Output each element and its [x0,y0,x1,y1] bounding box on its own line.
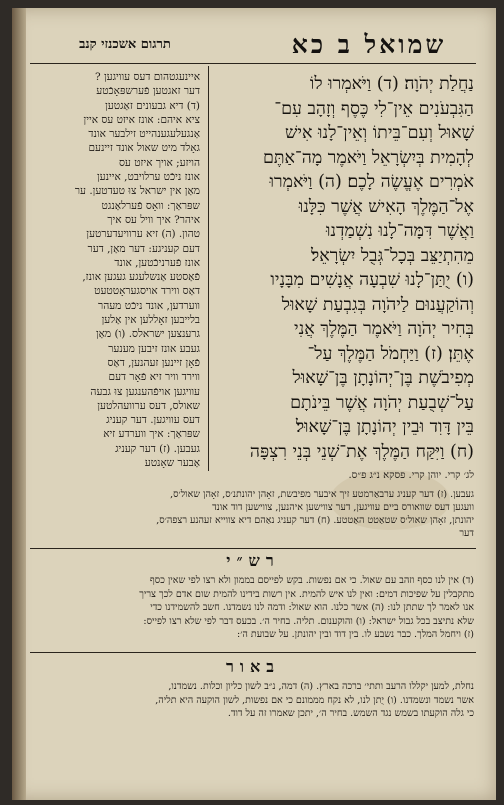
biur-line: אשר נשמד ונשמדנו. (ו) יֻתן לנו, לא נקח מממונם כי אם נפשות, לשון הוקעה היא תליה, [155,694,474,706]
rashi-line: (ד) אין לנו כסף וזהב עם שאול. כי אם נפשות. בקש לפייסם בממון ולא רצו לפי שאין כסף [149,575,474,586]
main-line: בֵּין דָּוִד וּבֵין יְהוֹנָתָן בֶּן־שָׁאוּל׃ [295,417,474,437]
translation-line: איהר? איך וויל עס איך [107,213,200,226]
main-line: הַגִּבְעֹנִים אֵין־לִי כֶּסֶף וְזָהָב עִם־ [274,98,474,119]
main-text-block [212,72,474,464]
main-line: מֵהִתְיַצֵּב בְּכָל־גְּבֻל יִשְׂרָאֵל׃ [311,245,474,266]
translation-line: הויזע; אויך איזט עס [118,156,200,169]
biur-line: כי גלה הוקעתו בשמש נגד השמש. בחיר ה׳, יתכן שאמרו זה על דוד. [227,708,474,719]
main-line: אֶתֵּן׃ (ז) וַיַּחְמֹל הַמֶּלֶךְ עַל־ [307,343,474,364]
rashi-rule [30,548,476,549]
translation-line: שאולס, דעס ערוועהלטען [97,399,200,412]
translation-footnote-line: דער [459,528,474,539]
main-line: (ו) יֻתַּן־לָנוּ שִׁבְעָה אֲנָשִׁים מִבָּנָיו [270,270,474,290]
translation-line: דעם קעניגע: דער מאַן, דער [87,242,200,255]
biur-line: נחלת, למען יקללו הרעב ותתי׳ ברכה בארץ. (ה) דמה, נ״ב לשון כליון וכלות. נשמדנו, [168,681,474,692]
translation-line: (ד) דיא גבעונים זאַגטען [105,99,200,112]
main-footnote: לג׳ קרי. יוהן קרי. פסקא נ״ג פ״ס. [348,470,474,481]
rashi-title: רש״י [226,551,280,570]
translation-line: דאַס ווירד אויסגעראָטטעט [94,285,200,298]
rashi-line: אנו לאמר לך שתתן לנו: (ה) אשר כלנו. הוא שאול: ודמה לנו נשמדנו. חשב להשמידנו כדי [150,602,474,613]
biur-rule [30,652,476,653]
main-line: אֹמְרִים אֶעֱשֶׂה לָכֶם׃ (ה) וַיֹּאמְרוּ [269,172,474,192]
translation-line: טהון. (ה) זיא ערוויעדערטען [86,228,200,241]
translation-line: ווערדען, אונד ניכֿט מעהר [98,299,200,312]
translation-line: געבע אונז זיבען מענער [108,342,200,355]
translation-footnote-line: געבען. (ז) דער קעניג ערבאַרמטע זיך איבער מפיבשת, זאָהן יהונתנ׳ס, זאָהן שאול׳ס, [170,489,474,500]
main-line: נַחֲלַת יְהֹוָה׃ (ד) וַיֹּאמְרוּ לוֹ [309,74,474,94]
main-line: אֶל־הַמֶּלֶךְ הָאִישׁ אֲשֶׁר כִּלָּנוּ [298,196,474,217]
rashi-body [36,574,474,642]
rashi-line: מתקבלין על שפיכות דמים: ואין לנו איש להמית. אין רשות בידינו להמית שום אדם לכך צריך [139,588,474,600]
translation-line: אַנגעלעגענהייט זילבער אונד [88,128,200,141]
translation-line: פֿאַסטע אַנשלעגע געגען אונז, [82,271,200,284]
translation-line: שפּראַך: וואָס פֿערלאַנגט [101,199,200,212]
translation-line: פֿאָן זיינען זעהנען, דאַס [107,356,200,369]
translation-line: אונז פֿערניכֿטען, אונד [114,256,200,269]
translation-line: איינעגטהום דעס עוויגען ? [94,71,200,83]
translation-line: מאַן אין ישראל צוּ טעדטען. ער [74,185,200,198]
translation-footnote-line: וועגען דעס שוואורס ביים עוויגען, דער צווישען איהנען, צווישען דוד אונד [212,502,474,513]
main-line: מְפִיבֹשֶׁת בֶּן־יְהוֹנָתָן בֶּן־שָׁאוּל [292,368,474,388]
translation-footnote-line: יהונתן, זאָהן שאול׳ס שטאַטט האַטטע. (ח) דער קעניג נאַהם דיא צווייא זעהנע רצפה׳ס, [156,515,474,526]
translation-line: בלייבען זאָללען אין אַלען [101,314,200,327]
biur-title: באור [226,657,280,676]
page-binding [12,8,26,800]
translation-line: דער זאגטען פֿערשפּאָכֿטע [96,85,200,98]
translation-line: אַבער שאָנטע [144,457,200,470]
translation-line: אונז ניכֿט ערלויבט, איינען [96,171,200,184]
header-rule [30,63,476,64]
book-title: שמואל ב כא [291,30,447,59]
biur-body [36,680,474,721]
translation-line: געבען. (ז) דער קעניג [115,442,200,455]
translation-column [60,70,200,470]
main-line: בְּחִיר יְהֹוָה וַיֹּאמֶר הַמֶּלֶךְ אֲנִי [294,319,474,339]
translation-line: ציא איהם: אונז איזט עס איין [83,113,200,126]
main-line: וְהוֹקַעֲנוּם לַיהֹוָה בְּגִבְעַת שָׁאוּל [281,294,474,315]
main-line: וַאֲשֶׁר דִּמָּה־לָנוּ נִשְׁמַדְנוּ [325,221,474,241]
translation-line: שפּראַך: איך ווערדע זיא [103,428,200,441]
main-line: לְהָמִית בְּיִשְׂרָאֵל וַיֹּאמֶר מָה־אַתֶּם [262,147,474,168]
translation-line: עוויגען אויפֿהענגען צוּ גבעה [90,385,200,398]
translation-line: גאָלד מיט שאול אונד זיינעם [88,142,200,155]
column-divider [208,66,209,471]
main-line: (ח) וַיִּקַּח הַמֶּלֶךְ אֶת־שְׁנֵי בְּנֵי רִצְפָּה [249,441,474,462]
translation-line: גרענצען ישראלס. (ו) מאַן [95,328,200,341]
translation-footnote [36,488,474,540]
translation-line: ווירד וויר זיא פֿאָר דעם [108,371,200,384]
main-line: שָׁאוּל וְעִם־בֵּיתוֹ וְאֵין־לָנוּ אִישׁ [285,123,474,143]
rashi-line: (ז) ויחמל המלך. כבר נשבע לו. בין דוד ובין יהונתן. על שבועת ה׳: [237,629,474,640]
translation-line: דעס עוויגען. דער קעניג [106,414,200,427]
rashi-line: שלא נתיצב בכל גבול ישראל: (ו) והוקענום. תליה. בחיר ה׳. בכעס דבר לפי שלא רצו לפייס: [143,615,474,627]
translation-title: תרגום אשכנזי קנב [79,37,171,52]
main-line: עַל־שְׁבֻעַת יְהֹוָה אֲשֶׁר בֵּינֹתָם [290,392,474,413]
